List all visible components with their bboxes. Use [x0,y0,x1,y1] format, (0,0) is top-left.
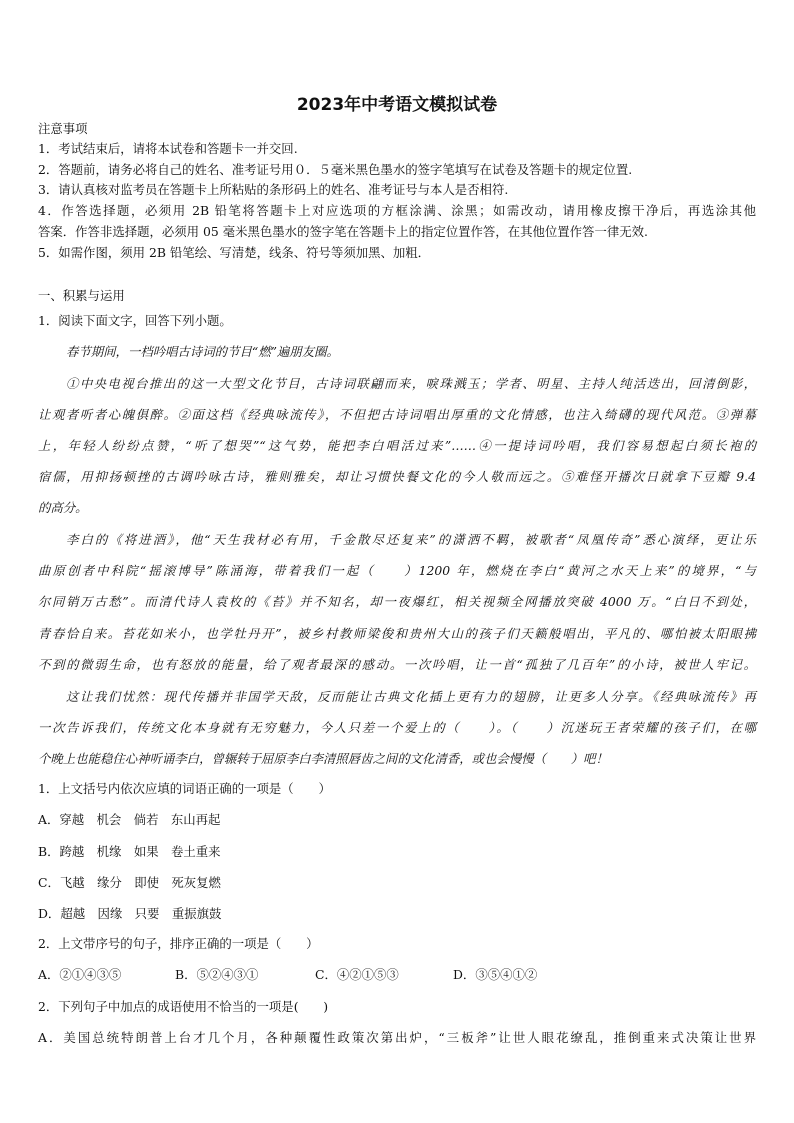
notice-item: 4．作答选择题，必须用 2B 铅笔将答题卡上对应选项的方框涂满、涂黑；如需改动，请用橡皮擦干净后，再选涂其他 [38,203,756,218]
passage-line: 曲原创者中科院“摇滚博导”陈涌海，带着我们一起（ ）1200 年，燃烧在李白“黄河之水天上来”的境界，“与 [38,563,756,578]
passage-line: 的高分。 [38,500,88,515]
page-title: 2023年中考语文模拟试卷 [296,95,498,115]
option-c: C．飞越 缘分 即使 死灰复燃 [38,875,221,890]
passage-line: 尔同销万古愁”。而清代诗人袁枚的《苔》并不知名，却一夜爆红，相关视频全网播放突破 4000 万。“白日不到处， [38,594,756,609]
notice-heading: 注意事项 [38,121,88,136]
option-a: A．美国总统特朗普上台才几个月，各种颠覆性政策次第出炉，“三板斧”让世人眼花缭乱，推倒重来式决策让世界 [38,1030,756,1045]
sub-question-2: 2．上文带序号的句子，排序正确的一项是（ ） [38,936,319,951]
passage-line: 不到的微弱生命，也有怒放的能量，给了观者最深的感动。一次吟唱，让一首“孤独了几百年”的小诗，被世人牢记。 [38,657,756,672]
sub-question-1: 1．上文括号内依次应填的词语正确的一项是（ ） [38,781,331,796]
passage-paragraph: 春节期间，一档吟唱古诗词的节目“燃”遍朋友圈。 [66,344,339,359]
notice-item: 2．答题前，请务必将自己的姓名、准考证号用０．５毫米黑色墨水的签字笔填写在试卷及答题卡的规定位置. [38,162,633,177]
passage-line: 李白的《将进酒》，他“天生我材必有用，千金散尽还复来”的潇洒不羁，被歌者“凤凰传奇”悉心演绎，更让乐 [66,532,756,547]
option-d: D．超越 因缘 只要 重振旗鼓 [38,906,222,921]
notice-item: 5．如需作图，须用 2B 铅笔绘、写清楚，线条、符号等须加黑、加粗． [38,245,431,260]
notice-item: 答案．作答非选择题，必须用 05 毫米黑色墨水的签字笔在答题卡上的指定位置作答，在其他位置作答一律无效. [38,224,648,239]
option-a: A．穿越 机会 倘若 东山再起 [38,812,221,827]
passage-line: 青春恰自来。苔花如米小，也学牡丹开”，被乡村教师梁俊和贵州大山的孩子们天籁般唱出，平凡的、哪怕被太阳眼拂 [38,626,756,641]
passage-line: 上，年轻人纷纷点赞，“听了想哭”“这气势，能把李白唱活过来”……④一提诗词吟唱，我们容易想起白须长袍的 [38,438,756,453]
section-heading: 一、积累与运用 [38,288,125,303]
passage-line: 让观者听者心魄俱醉。②面这档《经典咏流传》，不但把古诗词唱出厚重的文化情感，也注入绮礴的现代风范。③弹幕 [38,407,756,422]
passage-line: 个晚上也能稳住心神听诵李白，曾辗转于屈原李白李清照唇齿之间的文化清香，或也会慢慢（ ）吧！ [38,751,608,766]
option-c: C．④②①⑤③ [315,967,399,982]
passage-line: 宿儒，用抑扬顿挫的古调吟咏古诗，雅则雅矣，却让习惯快餐文化的今人敬而远之。⑤难怪开播次日就拿下豆瓣 9.4 [38,469,756,484]
sub-question-3: 2．下列句子中加点的成语使用不恰当的一项是( ) [38,999,329,1014]
notice-item: 1．考试结束后，请将本试卷和答题卡一并交回. [38,141,298,156]
option-b: B．跨越 机缘 如果 卷土重来 [38,844,221,859]
notice-item: 3．请认真核对监考员在答题卡上所粘贴的条形码上的姓名、准考证号与本人是否相符. [38,182,509,197]
passage-line: ①中央电视台推出的这一大型文化节目，古诗词联翩而来，唳珠溅玉；学者、明星、主持人纯活迭出，回清倒影， [66,376,756,391]
option-d: D．③⑤④①② [453,967,538,982]
passage-line: 这让我们忧然：现代传播并非国学天敌，反而能让古典文化插上更有力的翅膀，让更多人分享。《经典咏流传》再 [66,689,756,704]
passage-line: 一次告诉我们，传统文化本身就有无穷魅力，今人只差一个爱上的（ ）。（ ）沉迷玩王者荣耀的孩子们，在哪 [38,720,756,735]
option-a: A．②①④③⑤ [38,967,122,982]
question-1: 1．阅读下面文字，回答下列小题。 [38,313,232,328]
option-b: B．⑤②④③① [175,967,259,982]
